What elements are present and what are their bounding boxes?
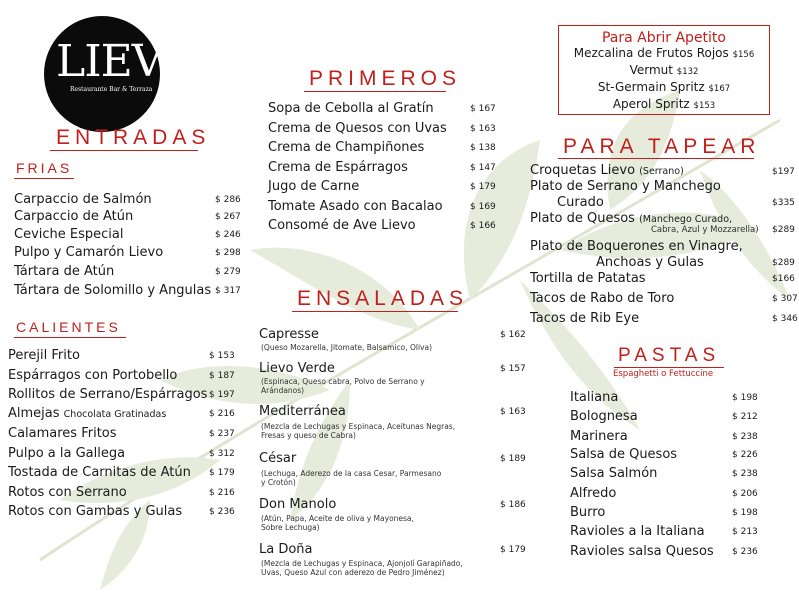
menu-item-price: $ 206 xyxy=(732,489,758,499)
aperitif-item: Aperol Spritz $153 xyxy=(612,97,716,111)
section-title-entradas: ENTRADAS xyxy=(56,126,211,149)
salad-name: César xyxy=(259,451,297,466)
salad-description: (Espinaca, Queso cabra, Polvo de Serrano y xyxy=(261,377,425,386)
menu-item-name-continued: Curado xyxy=(557,195,604,210)
menu-item-name: Pulpo a la Gallega xyxy=(8,446,126,461)
menu-item-name: Carpaccio de Atún xyxy=(14,209,134,224)
menu-item-name: Tostada de Carnitas de Atún xyxy=(8,465,191,480)
menu-item-price: $ 186 xyxy=(500,500,526,510)
menu-item-price: $ 162 xyxy=(500,330,526,340)
menu-item-name: Calamares Fritos xyxy=(8,426,117,441)
salad-name: Mediterránea xyxy=(259,404,346,419)
menu-item-name: Ravioles salsa Quesos xyxy=(570,544,714,559)
menu-item-name: Tacos de Rib Eye xyxy=(530,311,640,326)
menu-item-price: $ 216 xyxy=(209,488,235,498)
subsection-title-frias: FRIAS xyxy=(16,160,73,176)
aperitif-price: $153 xyxy=(693,101,716,111)
salad-description: Sobre Lechuga) xyxy=(261,523,320,532)
salad-description: (Mezcla de Lechugas y Espinaca, Aceitunas Negras, xyxy=(261,422,456,431)
salad-name: La Doña xyxy=(259,542,313,557)
menu-item-price: $ 346 xyxy=(772,314,798,324)
menu-item-name: Tacos de Rabo de Toro xyxy=(530,291,675,306)
menu-item-name: Tomate Asado con Bacalao xyxy=(268,199,443,214)
aperitif-price: $167 xyxy=(708,84,731,94)
aperitif-item: Mezcalina de Frutos Rojos $156 xyxy=(573,46,755,60)
divider xyxy=(292,311,458,312)
menu-item-name: Alfredo xyxy=(570,486,617,501)
menu-item-price: $ 238 xyxy=(732,432,758,442)
menu-item-price: $ 147 xyxy=(470,163,496,173)
menu-item-price: $ 212 xyxy=(732,412,758,422)
menu-item-name: Plato de Boquerones en Vinagre, xyxy=(530,239,743,254)
menu-item-price: $ 163 xyxy=(470,124,496,134)
menu-item-name: Tortilla de Patatas xyxy=(530,271,646,286)
menu-item-name: Tártara de Solomillo y Angulas xyxy=(14,283,212,298)
menu-item-price: $ 236 xyxy=(209,507,235,517)
salad-name: Lievo Verde xyxy=(259,361,335,376)
aperitif-item: Vermut $132 xyxy=(629,63,699,77)
menu-item-price: $ 198 xyxy=(732,508,758,518)
menu-item-price: $ 166 xyxy=(470,221,496,231)
menu-item-name: Ceviche Especial xyxy=(14,227,124,242)
divider xyxy=(14,178,74,179)
menu-item-name: Sopa de Cebolla al Gratín xyxy=(268,101,434,116)
aperitif-item: St-Germain Spritz $167 xyxy=(597,80,731,94)
menu-item-name: Rollitos de Serrano/Espárragos xyxy=(8,387,208,402)
menu-item-price: $ 179 xyxy=(500,545,526,555)
menu-item-price: $ 226 xyxy=(732,450,758,460)
section-title-tapear: PARA TAPEAR xyxy=(563,135,761,158)
menu-item-price: $ 236 xyxy=(732,547,758,557)
menu-item-price: $166 xyxy=(772,274,795,284)
menu-item-name: Plato de Serrano y Manchego xyxy=(530,179,721,194)
salad-description: Uvas, Queso Azul con aderezo de Pedro Jiménez) xyxy=(261,568,445,577)
menu-item-price: $289 xyxy=(772,258,795,268)
divider xyxy=(50,150,198,151)
menu-item-price: $ 216 xyxy=(209,409,235,419)
menu-item-name: Rotos con Gambas y Gulas xyxy=(8,504,183,519)
menu-item-name: Perejil Frito xyxy=(8,348,80,363)
menu-item-price: $ 189 xyxy=(500,454,526,464)
menu-item-price: $ 267 xyxy=(215,212,241,222)
aperitif-price: $156 xyxy=(732,50,755,60)
pastas-subtitle: Espaghetti o Fettuccine xyxy=(613,369,714,379)
menu-item-name: Salsa Salmón xyxy=(570,466,658,481)
section-title-pastas: PASTAS xyxy=(618,345,721,366)
section-title-ensaladas: ENSALADAS xyxy=(297,287,469,310)
menu-item-name: Italiana xyxy=(570,390,619,405)
menu-item-price: $ 307 xyxy=(772,294,798,304)
menu-item-price: $335 xyxy=(772,198,795,208)
divider xyxy=(14,337,126,338)
menu-item-name: Almejas Chocolata Gratinadas xyxy=(8,406,167,421)
salad-description: Fresas y queso de Cabra) xyxy=(261,431,356,440)
menu-item-name: Ravioles a la Italiana xyxy=(570,524,705,539)
divider xyxy=(614,367,724,368)
menu-item-name: Espárragos con Portobello xyxy=(8,368,178,383)
logo-name: LIEVO xyxy=(56,36,197,87)
menu-item-price: $ 213 xyxy=(732,527,758,537)
menu-item-price: $ 237 xyxy=(209,429,235,439)
menu-item-detail: Cabra, Azul y Mozzarella) xyxy=(651,225,759,235)
menu-item-name: Pulpo y Camarón Lievo xyxy=(14,245,164,260)
menu-item-name-continued: Anchoas y Gulas xyxy=(596,255,704,270)
aperitif-title: Para Abrir Apetito xyxy=(601,30,726,46)
menu-item-price: $197 xyxy=(772,167,795,177)
menu-item-name: Carpaccio de Salmón xyxy=(14,192,152,207)
menu-item-price: $ 279 xyxy=(215,267,241,277)
aperitif-price: $132 xyxy=(676,67,699,77)
menu-item-name: Marinera xyxy=(570,429,628,444)
salad-description: (Queso Mozarella, Jitomate, Balsamico, Oliva) xyxy=(261,343,433,352)
menu-item-price: $ 286 xyxy=(215,195,241,205)
menu-item-price: $289 xyxy=(772,225,795,235)
salad-description: (Mezcla de Lechugas y Espinaca, Ajonjolí Garapiñado, xyxy=(261,559,463,568)
menu-item-price: $ 198 xyxy=(732,393,758,403)
menu-item-price: $ 317 xyxy=(215,286,241,296)
menu-item-price: $ 187 xyxy=(209,371,235,381)
subsection-title-calientes: CALIENTES xyxy=(16,319,121,335)
menu-item-price: $ 167 xyxy=(470,104,496,114)
section-title-primeros: PRIMEROS xyxy=(309,67,462,90)
menu-item-name: Bolognesa xyxy=(570,409,638,424)
menu-item-price: $ 169 xyxy=(470,202,496,212)
menu-item-name: Consomé de Ave Lievo xyxy=(268,218,416,233)
salad-description: Arándanos) xyxy=(261,386,305,395)
menu-item-name: Crema de Espárragos xyxy=(268,160,408,175)
menu-item-name: Croquetas Lievo (Serrano) xyxy=(530,163,684,178)
menu-item-name: Crema de Quesos con Uvas xyxy=(268,121,447,136)
menu-item-price: $ 157 xyxy=(500,364,526,374)
menu-item-name: Jugo de Carne xyxy=(268,179,360,194)
salad-description: y Crotón) xyxy=(261,478,296,487)
menu-item-name: Crema de Champiñones xyxy=(268,140,425,155)
menu-item-price: $ 197 xyxy=(209,390,235,400)
menu-item-name: Burro xyxy=(570,505,606,520)
menu-item-price: $ 298 xyxy=(215,248,241,258)
menu-item-price: $ 153 xyxy=(209,351,235,361)
aperitif-box xyxy=(558,25,770,115)
menu-item-name: Rotos con Serrano xyxy=(8,485,127,500)
menu-item-name: Tártara de Atún xyxy=(14,264,115,279)
salad-name: Don Manolo xyxy=(259,497,337,512)
menu-item-name: Plato de Quesos (Manchego Curado, xyxy=(530,211,733,226)
menu-item-price: $ 163 xyxy=(500,407,526,417)
menu-item-price: $ 246 xyxy=(215,230,241,240)
menu-item-price: $ 312 xyxy=(209,449,235,459)
salad-description: (Lechuga, Aderezo de la casa Cesar, Parmesano xyxy=(261,469,442,478)
salad-description: (Atún, Papa, Aceite de oliva y Mayonesa, xyxy=(261,514,414,523)
menu-item-name: Salsa de Quesos xyxy=(570,447,678,462)
menu-item-price: $ 238 xyxy=(732,469,758,479)
divider xyxy=(304,91,446,92)
restaurant-logo xyxy=(44,16,197,132)
salad-name: Capresse xyxy=(259,327,319,342)
menu-item-price: $ 179 xyxy=(470,182,496,192)
menu-item-price: $ 138 xyxy=(470,143,496,153)
menu-item-price: $ 179 xyxy=(209,468,235,478)
logo-tagline: Restaurante Bar & Terraza xyxy=(70,86,153,93)
